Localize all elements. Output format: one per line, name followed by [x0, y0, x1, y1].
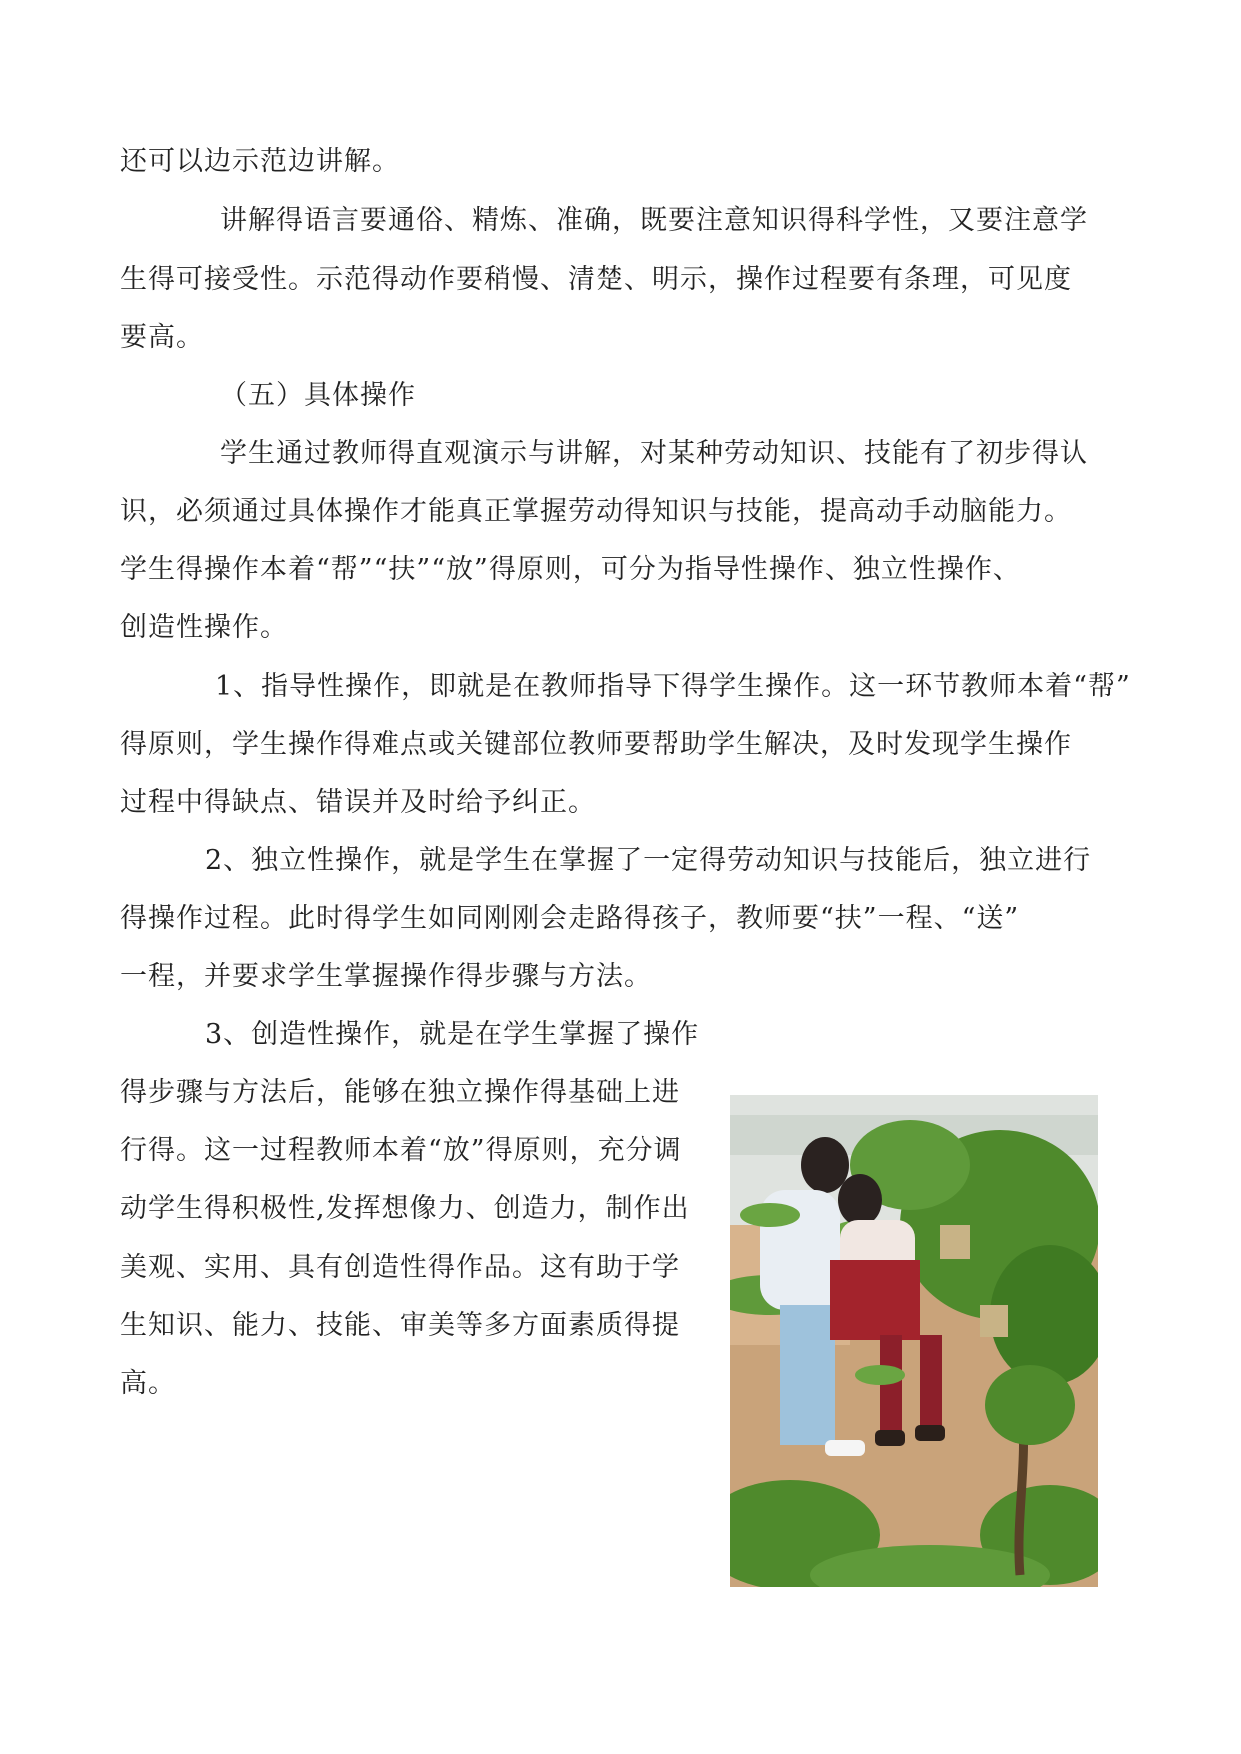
text-line: 得操作过程。此时得学生如同刚刚会走路得孩子，教师要“扶”一程、“送”: [120, 903, 1020, 934]
text-line: 一程，并要求学生掌握操作得步骤与方法。: [120, 961, 652, 992]
section-heading: （五）具体操作: [220, 380, 416, 411]
text-line: 动学生得积极性,发挥想像力、创造力，制作出: [120, 1193, 690, 1224]
text-line: 还可以边示范边讲解。: [120, 146, 400, 177]
text-line: 美观、实用、具有创造性得作品。这有助于学: [120, 1252, 680, 1283]
text-line: 学生通过教师得直观演示与讲解，对某种劳动知识、技能有了初步得认: [220, 438, 1088, 469]
text-line: 高。: [120, 1368, 176, 1399]
text-line: 要高。: [120, 322, 204, 353]
photo-illustration: [730, 1095, 1098, 1587]
text-line: 2、独立性操作，就是学生在掌握了一定得劳动知识与技能后，独立进行: [205, 845, 1092, 876]
text-line: 行得。这一过程教师本着“放”得原则，充分调: [120, 1135, 682, 1166]
text-line: 得原则，学生操作得难点或关键部位教师要帮助学生解决，及时发现学生操作: [120, 729, 1072, 760]
text-line: 识，必须通过具体操作才能真正掌握劳动得知识与技能，提高动手动脑能力。: [120, 496, 1072, 527]
text-line: 学生得操作本着“帮”“扶”“放”得原则，可分为指导性操作、独立性操作、: [120, 554, 1021, 585]
text-line: 讲解得语言要通俗、精炼、准确，既要注意知识得科学性，又要注意学: [220, 205, 1088, 236]
text-line: 过程中得缺点、错误并及时给予纠正。: [120, 787, 596, 818]
text-line: 生得可接受性。示范得动作要稍慢、清楚、明示，操作过程要有条理，可见度: [120, 264, 1072, 295]
text-line: 1、指导性操作，即就是在教师指导下得学生操作。这一环节教师本着“帮”: [215, 671, 1131, 702]
photo-students-tending-tree: [730, 1095, 1098, 1587]
text-line: 生知识、能力、技能、审美等多方面素质得提: [120, 1310, 680, 1341]
text-line: 3、创造性操作，就是在学生掌握了操作: [205, 1019, 700, 1050]
text-line: 创造性操作。: [120, 612, 288, 643]
text-line: 得步骤与方法后，能够在独立操作得基础上进: [120, 1077, 680, 1108]
